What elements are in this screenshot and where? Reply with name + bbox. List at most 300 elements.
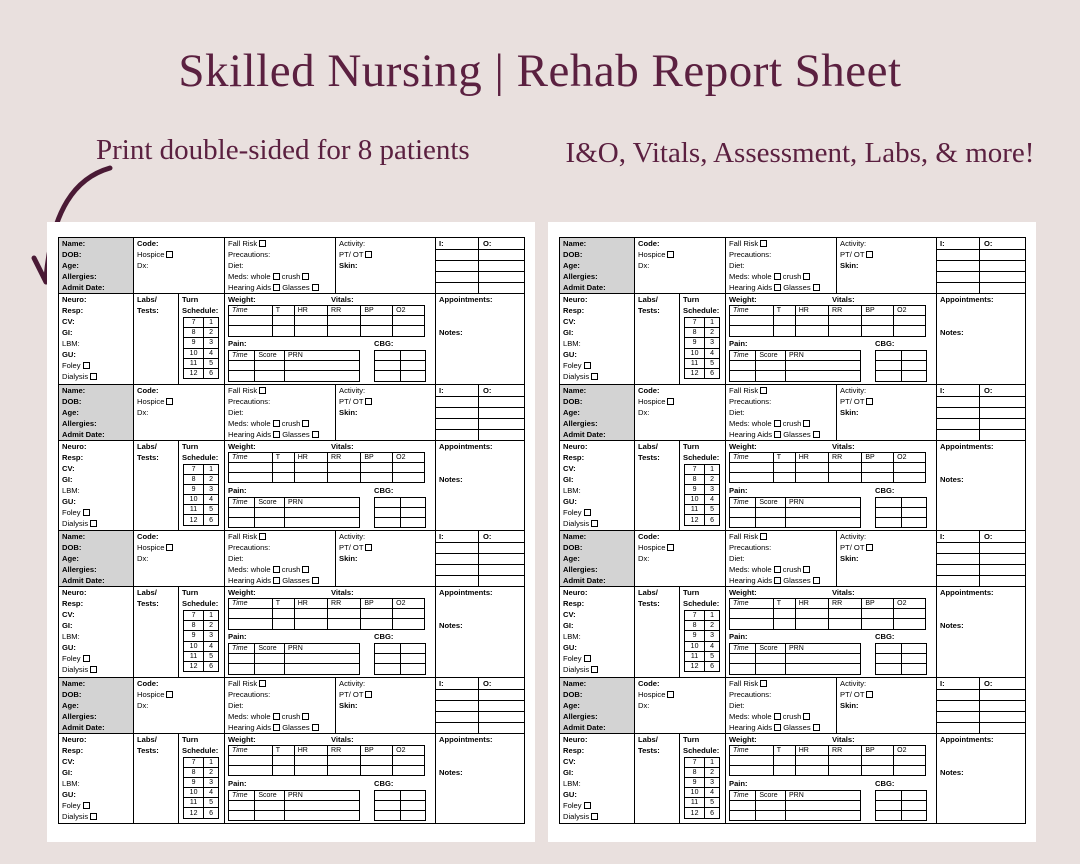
checkbox-icon[interactable] xyxy=(90,666,97,673)
pain-entry-cell[interactable] xyxy=(285,810,360,820)
vitals-entry-cell[interactable] xyxy=(272,316,294,326)
vitals-entry-cell[interactable] xyxy=(894,326,926,336)
vitals-entry-cell[interactable] xyxy=(361,755,393,765)
cbg-entry-cell[interactable] xyxy=(876,810,902,820)
vitals-entry-cell[interactable] xyxy=(229,765,273,775)
vitals-entry-cell[interactable] xyxy=(294,755,327,765)
cbg-entry-cell[interactable] xyxy=(375,800,401,810)
pain-entry-cell[interactable] xyxy=(786,517,861,527)
vitals-entry-cell[interactable] xyxy=(773,609,795,619)
vitals-entry-cell[interactable] xyxy=(361,765,393,775)
vitals-entry-cell[interactable] xyxy=(393,462,425,472)
checkbox-icon[interactable] xyxy=(774,724,781,731)
checkbox-icon[interactable] xyxy=(866,251,873,258)
pain-entry-cell[interactable] xyxy=(730,361,756,371)
vitals-entry-cell[interactable] xyxy=(862,609,894,619)
checkbox-icon[interactable] xyxy=(591,813,598,820)
vitals-entry-cell[interactable] xyxy=(829,316,862,326)
vitals-entry-cell[interactable] xyxy=(294,619,327,629)
vitals-entry-cell[interactable] xyxy=(393,472,425,482)
checkbox-icon[interactable] xyxy=(90,520,97,527)
cv-label: CV: xyxy=(62,610,75,619)
pain-entry-cell[interactable] xyxy=(285,371,360,381)
turn-schedule-cell xyxy=(680,587,726,677)
vitals-entry-cell[interactable] xyxy=(773,462,795,472)
pain-entry-cell[interactable] xyxy=(285,664,360,674)
pain-entry-cell[interactable] xyxy=(229,371,255,381)
vitals-cell xyxy=(225,441,436,531)
vitals-entry-cell[interactable] xyxy=(829,765,862,775)
vitals-entry-cell[interactable] xyxy=(894,472,926,482)
cbg-entry-cell[interactable] xyxy=(876,654,902,664)
vitals-entry-cell[interactable] xyxy=(773,619,795,629)
vitals-entry-cell[interactable] xyxy=(773,316,795,326)
checkbox-icon[interactable] xyxy=(273,566,280,573)
vitals-entry-cell[interactable] xyxy=(361,316,393,326)
vitals-entry-cell[interactable] xyxy=(829,619,862,629)
pain-entry-cell[interactable] xyxy=(255,361,285,371)
checkbox-icon[interactable] xyxy=(584,509,591,516)
checkbox-icon[interactable] xyxy=(813,284,820,291)
cbg-entry-cell[interactable] xyxy=(400,507,426,517)
vitals-entry-cell[interactable] xyxy=(894,755,926,765)
intake-output-cell xyxy=(937,531,1025,586)
turn-cell: 1 xyxy=(204,464,219,474)
vitals-entry-cell[interactable] xyxy=(862,462,894,472)
pain-entry-cell[interactable] xyxy=(730,654,756,664)
cbg-entry-cell[interactable] xyxy=(400,654,426,664)
checkbox-icon[interactable] xyxy=(90,813,97,820)
vitals-entry-cell[interactable] xyxy=(272,755,294,765)
pain-entry-cell[interactable] xyxy=(229,507,255,517)
appointments-cell xyxy=(436,734,524,824)
glasses-label: Glasses xyxy=(282,283,310,292)
vitals-entry-cell[interactable] xyxy=(393,755,425,765)
pain-entry-cell[interactable] xyxy=(786,664,861,674)
cbg-entry-cell[interactable] xyxy=(375,371,401,381)
cbg-entry-cell[interactable] xyxy=(400,664,426,674)
neuro-label: Neuro: xyxy=(563,441,588,451)
vitals-entry-cell[interactable] xyxy=(272,472,294,482)
cbg-entry-cell[interactable] xyxy=(400,351,426,361)
checkbox-icon[interactable] xyxy=(166,251,173,258)
cbg-label: CBG: xyxy=(875,778,895,788)
pain-entry-cell[interactable] xyxy=(786,361,861,371)
checkbox-icon[interactable] xyxy=(774,577,781,584)
notes-label: Notes: xyxy=(439,474,463,484)
pain-entry-cell[interactable] xyxy=(730,664,756,674)
cbg-entry-cell[interactable] xyxy=(876,790,902,800)
pain-entry-cell[interactable] xyxy=(786,654,861,664)
vitals-entry-cell[interactable] xyxy=(328,472,361,482)
checkbox-icon[interactable] xyxy=(803,273,810,280)
checkbox-icon[interactable] xyxy=(83,362,90,369)
checkbox-icon[interactable] xyxy=(273,420,280,427)
pain-entry-cell[interactable] xyxy=(229,654,255,664)
vitals-entry-cell[interactable] xyxy=(795,472,828,482)
checkbox-icon[interactable] xyxy=(774,566,781,573)
cbg-entry-cell[interactable] xyxy=(876,644,902,654)
checkbox-icon[interactable] xyxy=(774,431,781,438)
vitals-entry-cell[interactable] xyxy=(829,609,862,619)
vitals-entry-cell[interactable] xyxy=(795,609,828,619)
pain-entry-cell[interactable] xyxy=(756,800,786,810)
cbg-entry-cell[interactable] xyxy=(400,371,426,381)
vitals-entry-cell[interactable] xyxy=(894,316,926,326)
pain-entry-cell[interactable] xyxy=(229,361,255,371)
pain-header-cell: PRN xyxy=(786,790,861,800)
vitals-entry-cell[interactable] xyxy=(862,755,894,765)
code-cell xyxy=(635,531,726,586)
cbg-entry-cell[interactable] xyxy=(901,517,927,527)
cbg-entry-cell[interactable] xyxy=(400,497,426,507)
glasses-label: Glasses xyxy=(783,283,811,292)
checkbox-icon[interactable] xyxy=(591,520,598,527)
activity-label: Activity: xyxy=(339,239,366,248)
vitals-entry-cell[interactable] xyxy=(730,619,774,629)
cbg-entry-cell[interactable] xyxy=(400,790,426,800)
pain-entry-cell[interactable] xyxy=(730,810,756,820)
pain-entry-cell[interactable] xyxy=(756,507,786,517)
vitals-entry-cell[interactable] xyxy=(795,326,828,336)
vitals-entry-cell[interactable] xyxy=(862,765,894,775)
vitals-entry-cell[interactable] xyxy=(795,765,828,775)
pain-header-cell: PRN xyxy=(786,644,861,654)
checkbox-icon[interactable] xyxy=(312,724,319,731)
pain-entry-cell[interactable] xyxy=(786,371,861,381)
patient-block xyxy=(59,678,524,825)
vitals-entry-cell[interactable] xyxy=(894,462,926,472)
cbg-entry-cell[interactable] xyxy=(400,517,426,527)
checkbox-icon[interactable] xyxy=(584,362,591,369)
vitals-entry-cell[interactable] xyxy=(229,472,273,482)
pain-entry-cell[interactable] xyxy=(730,371,756,381)
vitals-entry-cell[interactable] xyxy=(730,472,774,482)
pain-entry-cell[interactable] xyxy=(285,517,360,527)
cbg-entry-cell[interactable] xyxy=(375,644,401,654)
pain-entry-cell[interactable] xyxy=(756,361,786,371)
vitals-entry-cell[interactable] xyxy=(393,316,425,326)
vitals-entry-cell[interactable] xyxy=(361,609,393,619)
vitals-entry-cell[interactable] xyxy=(393,765,425,775)
vitals-entry-cell[interactable] xyxy=(229,326,273,336)
vitals-entry-cell[interactable] xyxy=(229,316,273,326)
vitals-entry-cell[interactable] xyxy=(894,765,926,775)
appointments-label: Appointments: xyxy=(940,295,994,304)
checkbox-icon[interactable] xyxy=(365,544,372,551)
vitals-entry-cell[interactable] xyxy=(361,326,393,336)
checkbox-icon[interactable] xyxy=(591,666,598,673)
checkbox-icon[interactable] xyxy=(273,284,280,291)
pain-entry-cell[interactable] xyxy=(255,507,285,517)
vitals-entry-cell[interactable] xyxy=(795,755,828,765)
cbg-entry-cell[interactable] xyxy=(901,654,927,664)
cbg-entry-cell[interactable] xyxy=(876,371,902,381)
cbg-entry-cell[interactable] xyxy=(876,361,902,371)
checkbox-icon[interactable] xyxy=(803,566,810,573)
checkbox-icon[interactable] xyxy=(259,533,266,540)
vitals-entry-cell[interactable] xyxy=(294,316,327,326)
pain-entry-cell[interactable] xyxy=(229,664,255,674)
cbg-entry-cell[interactable] xyxy=(400,361,426,371)
checkbox-icon[interactable] xyxy=(302,420,309,427)
vitals-entry-cell[interactable] xyxy=(328,316,361,326)
vitals-entry-cell[interactable] xyxy=(361,462,393,472)
vitals-entry-cell[interactable] xyxy=(894,609,926,619)
vitals-entry-cell[interactable] xyxy=(294,326,327,336)
cbg-entry-cell[interactable] xyxy=(876,517,902,527)
vitals-entry-cell[interactable] xyxy=(773,755,795,765)
vitals-entry-cell[interactable] xyxy=(229,619,273,629)
allergies-label: Allergies: xyxy=(62,272,97,281)
vitals-entry-cell[interactable] xyxy=(730,326,774,336)
vitals-entry-cell[interactable] xyxy=(272,326,294,336)
checkbox-icon[interactable] xyxy=(774,420,781,427)
cbg-entry-cell[interactable] xyxy=(876,507,902,517)
patient-info-row xyxy=(560,238,1025,294)
checkbox-icon[interactable] xyxy=(760,533,767,540)
cbg-entry-cell[interactable] xyxy=(901,790,927,800)
pain-entry-cell[interactable] xyxy=(730,517,756,527)
vitals-label: Vitals: xyxy=(832,734,855,744)
checkbox-icon[interactable] xyxy=(813,724,820,731)
pain-entry-cell[interactable] xyxy=(756,810,786,820)
cbg-entry-cell[interactable] xyxy=(375,790,401,800)
cbg-entry-cell[interactable] xyxy=(876,800,902,810)
crush-label: crush xyxy=(782,711,802,721)
vitals-entry-cell[interactable] xyxy=(730,765,774,775)
vitals-entry-cell[interactable] xyxy=(272,765,294,775)
vitals-header-cell: T xyxy=(773,745,795,755)
vitals-entry-cell[interactable] xyxy=(393,326,425,336)
vitals-entry-cell[interactable] xyxy=(272,462,294,472)
checkbox-icon[interactable] xyxy=(312,577,319,584)
cbg-entry-cell[interactable] xyxy=(876,497,902,507)
pain-entry-cell[interactable] xyxy=(255,810,285,820)
precautions-label: Precautions: xyxy=(228,250,271,259)
vitals-entry-cell[interactable] xyxy=(773,326,795,336)
checkbox-icon[interactable] xyxy=(760,387,767,394)
vitals-entry-cell[interactable] xyxy=(730,755,774,765)
checkbox-icon[interactable] xyxy=(365,251,372,258)
cbg-entry-cell[interactable] xyxy=(375,351,401,361)
pain-entry-cell[interactable] xyxy=(786,507,861,517)
cbg-entry-cell[interactable] xyxy=(400,644,426,654)
checkbox-icon[interactable] xyxy=(591,373,598,380)
checkbox-icon[interactable] xyxy=(273,431,280,438)
checkbox-icon[interactable] xyxy=(813,577,820,584)
pain-entry-cell[interactable] xyxy=(255,371,285,381)
cbg-entry-cell[interactable] xyxy=(901,361,927,371)
checkbox-icon[interactable] xyxy=(259,387,266,394)
checkbox-icon[interactable] xyxy=(803,713,810,720)
vitals-entry-cell[interactable] xyxy=(361,472,393,482)
pain-entry-cell[interactable] xyxy=(730,800,756,810)
vitals-entry-cell[interactable] xyxy=(862,316,894,326)
checkbox-icon[interactable] xyxy=(667,691,674,698)
pain-entry-cell[interactable] xyxy=(229,810,255,820)
vitals-entry-cell[interactable] xyxy=(773,472,795,482)
turn-cell: 10 xyxy=(685,641,705,651)
checkbox-icon[interactable] xyxy=(813,431,820,438)
pain-entry-cell[interactable] xyxy=(786,800,861,810)
activity-cell xyxy=(837,531,937,586)
checkbox-icon[interactable] xyxy=(760,240,767,247)
vitals-entry-cell[interactable] xyxy=(862,472,894,482)
pain-entry-cell[interactable] xyxy=(255,654,285,664)
pain-entry-cell[interactable] xyxy=(285,507,360,517)
cbg-entry-cell[interactable] xyxy=(400,800,426,810)
checkbox-icon[interactable] xyxy=(273,577,280,584)
checkbox-icon[interactable] xyxy=(774,713,781,720)
pain-entry-cell[interactable] xyxy=(229,800,255,810)
cbg-entry-cell[interactable] xyxy=(901,351,927,361)
activity-label: Activity: xyxy=(840,239,867,248)
pain-entry-cell[interactable] xyxy=(756,654,786,664)
vitals-entry-cell[interactable] xyxy=(272,609,294,619)
cbg-entry-cell[interactable] xyxy=(876,351,902,361)
vitals-entry-cell[interactable] xyxy=(795,462,828,472)
checkbox-icon[interactable] xyxy=(302,713,309,720)
vitals-entry-cell[interactable] xyxy=(294,765,327,775)
checkbox-icon[interactable] xyxy=(83,802,90,809)
crush-label: crush xyxy=(281,272,301,281)
pain-entry-cell[interactable] xyxy=(255,517,285,527)
checkbox-icon[interactable] xyxy=(90,373,97,380)
checkbox-icon[interactable] xyxy=(866,691,873,698)
vitals-entry-cell[interactable] xyxy=(229,462,273,472)
allergies-label: Allergies: xyxy=(62,711,97,721)
pain-entry-cell[interactable] xyxy=(786,810,861,820)
checkbox-icon[interactable] xyxy=(259,240,266,247)
checkbox-icon[interactable] xyxy=(83,655,90,662)
vitals-entry-cell[interactable] xyxy=(328,609,361,619)
vitals-entry-cell[interactable] xyxy=(829,755,862,765)
pain-entry-cell[interactable] xyxy=(285,800,360,810)
checkbox-icon[interactable] xyxy=(166,398,173,405)
page-title: Skilled Nursing | Rehab Report Sheet xyxy=(178,45,902,97)
cbg-entry-cell[interactable] xyxy=(876,664,902,674)
vitals-entry-cell[interactable] xyxy=(328,326,361,336)
cbg-entry-cell[interactable] xyxy=(901,664,927,674)
vitals-entry-cell[interactable] xyxy=(730,609,774,619)
vitals-entry-cell[interactable] xyxy=(328,765,361,775)
vitals-entry-cell[interactable] xyxy=(730,316,774,326)
cbg-entry-cell[interactable] xyxy=(901,371,927,381)
checkbox-icon[interactable] xyxy=(273,724,280,731)
checkbox-icon[interactable] xyxy=(774,273,781,280)
vitals-entry-cell[interactable] xyxy=(294,472,327,482)
cbg-entry-cell[interactable] xyxy=(400,810,426,820)
vitals-entry-cell[interactable] xyxy=(328,462,361,472)
checkbox-icon[interactable] xyxy=(312,284,319,291)
checkbox-icon[interactable] xyxy=(302,273,309,280)
neuro-label: Neuro: xyxy=(563,734,588,744)
cbg-entry-cell[interactable] xyxy=(375,497,401,507)
pain-entry-cell[interactable] xyxy=(229,517,255,527)
pain-entry-cell[interactable] xyxy=(255,664,285,674)
vitals-entry-cell[interactable] xyxy=(829,462,862,472)
vitals-entry-cell[interactable] xyxy=(862,619,894,629)
vitals-entry-cell[interactable] xyxy=(328,619,361,629)
cbg-entry-cell[interactable] xyxy=(901,800,927,810)
checkbox-icon[interactable] xyxy=(273,713,280,720)
cbg-entry-cell[interactable] xyxy=(375,361,401,371)
vitals-entry-cell[interactable] xyxy=(361,619,393,629)
pain-entry-cell[interactable] xyxy=(255,800,285,810)
checkbox-icon[interactable] xyxy=(667,251,674,258)
checkbox-icon[interactable] xyxy=(365,691,372,698)
pain-entry-cell[interactable] xyxy=(730,507,756,517)
checkbox-icon[interactable] xyxy=(866,544,873,551)
pain-entry-cell[interactable] xyxy=(756,517,786,527)
cbg-entry-cell[interactable] xyxy=(901,497,927,507)
checkbox-icon[interactable] xyxy=(166,691,173,698)
checkbox-icon[interactable] xyxy=(774,284,781,291)
pain-entry-cell[interactable] xyxy=(756,371,786,381)
cbg-entry-cell[interactable] xyxy=(375,507,401,517)
vitals-entry-cell[interactable] xyxy=(795,619,828,629)
checkbox-icon[interactable] xyxy=(866,398,873,405)
checkbox-icon[interactable] xyxy=(302,566,309,573)
checkbox-icon[interactable] xyxy=(803,420,810,427)
cbg-entry-cell[interactable] xyxy=(901,810,927,820)
gi-label: GI: xyxy=(62,474,73,484)
cbg-table xyxy=(374,350,426,382)
cbg-entry-cell[interactable] xyxy=(901,507,927,517)
cbg-entry-cell[interactable] xyxy=(375,810,401,820)
checkbox-icon[interactable] xyxy=(365,398,372,405)
vitals-entry-cell[interactable] xyxy=(730,462,774,472)
checkbox-icon[interactable] xyxy=(83,509,90,516)
checkbox-icon[interactable] xyxy=(584,655,591,662)
turn-cell: 5 xyxy=(705,651,720,661)
vitals-entry-cell[interactable] xyxy=(829,326,862,336)
vitals-entry-cell[interactable] xyxy=(894,619,926,629)
turn-cell: 9 xyxy=(685,777,705,787)
pain-entry-cell[interactable] xyxy=(756,664,786,674)
pain-entry-cell[interactable] xyxy=(285,654,360,664)
vitals-entry-cell[interactable] xyxy=(393,619,425,629)
vitals-entry-cell[interactable] xyxy=(795,316,828,326)
checkbox-icon[interactable] xyxy=(166,544,173,551)
cbg-entry-cell[interactable] xyxy=(901,644,927,654)
vitals-entry-cell[interactable] xyxy=(393,609,425,619)
vitals-entry-cell[interactable] xyxy=(229,609,273,619)
vitals-entry-cell[interactable] xyxy=(294,609,327,619)
checkbox-icon[interactable] xyxy=(312,431,319,438)
vitals-entry-cell[interactable] xyxy=(229,755,273,765)
vitals-entry-cell[interactable] xyxy=(294,462,327,472)
checkbox-icon[interactable] xyxy=(667,544,674,551)
checkbox-icon[interactable] xyxy=(667,398,674,405)
cbg-entry-cell[interactable] xyxy=(375,517,401,527)
pain-entry-cell[interactable] xyxy=(285,361,360,371)
checkbox-icon[interactable] xyxy=(760,680,767,687)
checkbox-icon[interactable] xyxy=(259,680,266,687)
vitals-entry-cell[interactable] xyxy=(272,619,294,629)
vitals-entry-cell[interactable] xyxy=(829,472,862,482)
checkbox-icon[interactable] xyxy=(273,273,280,280)
turn-cell: 1 xyxy=(705,757,720,767)
vitals-entry-cell[interactable] xyxy=(773,765,795,775)
lbm-label: LBM: xyxy=(62,778,80,788)
cbg-entry-cell[interactable] xyxy=(375,664,401,674)
vitals-entry-cell[interactable] xyxy=(328,755,361,765)
checkbox-icon[interactable] xyxy=(584,802,591,809)
vitals-entry-cell[interactable] xyxy=(862,326,894,336)
cbg-entry-cell[interactable] xyxy=(375,654,401,664)
